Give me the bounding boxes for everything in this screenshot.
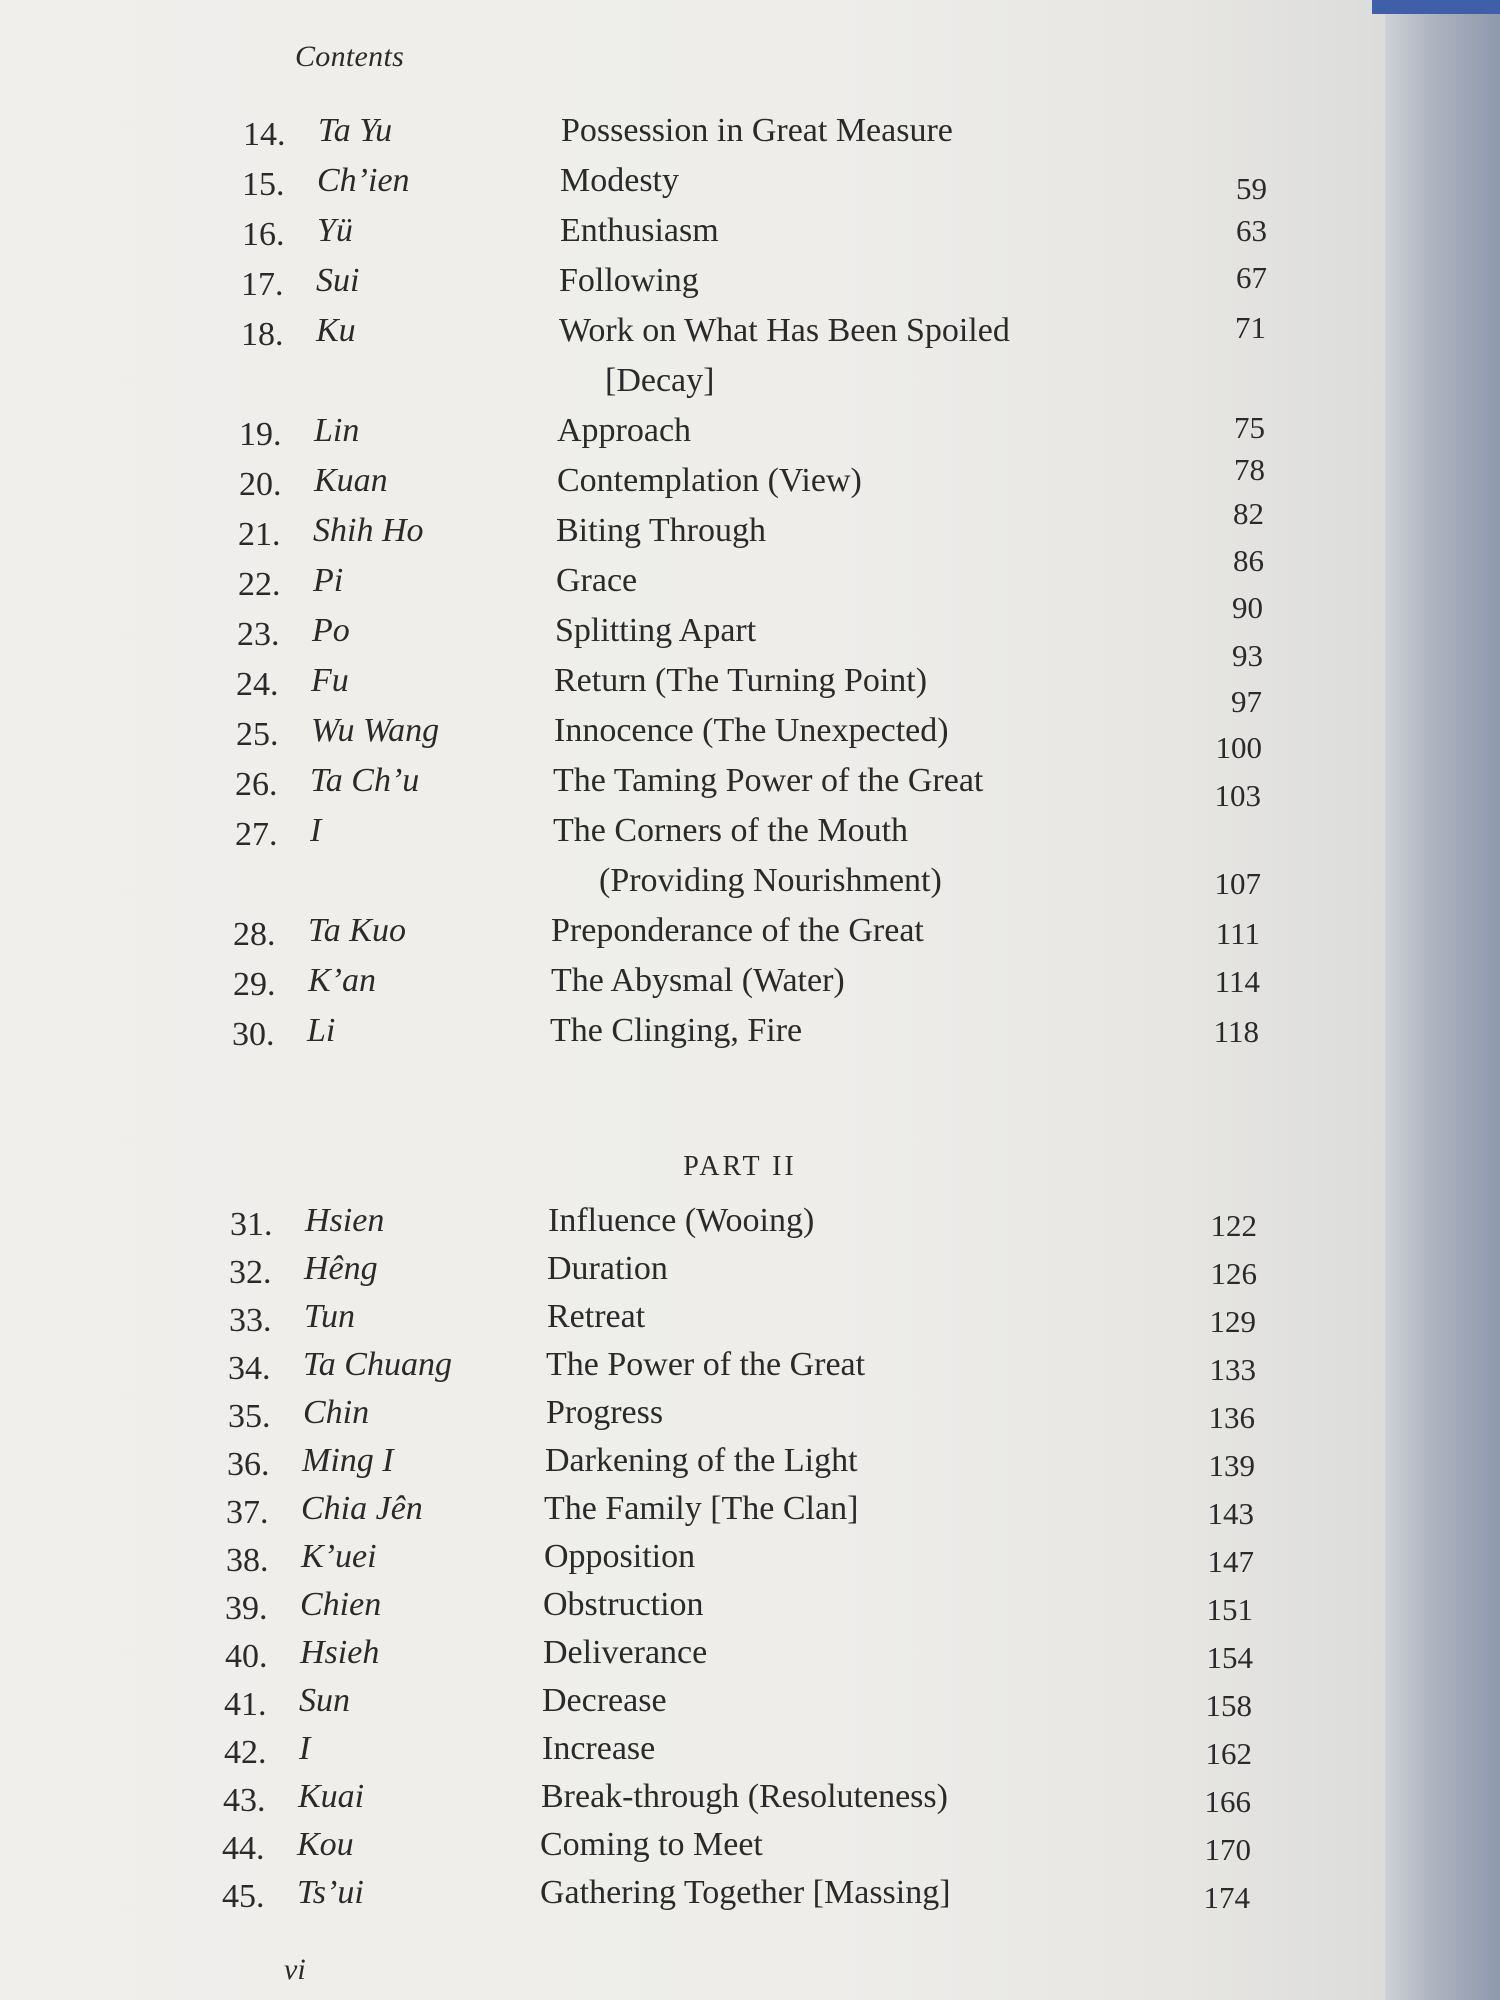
- hexagram-name: I: [310, 812, 322, 849]
- entry-number: 23.: [237, 616, 280, 653]
- entry-number: 17.: [241, 266, 284, 303]
- page-number: 129: [1209, 1304, 1256, 1339]
- hexagram-name: Ku: [316, 312, 356, 349]
- entry-number: 34.: [228, 1350, 271, 1387]
- page-number: 63: [1236, 213, 1267, 248]
- page-number: 114: [1214, 964, 1260, 999]
- page-number: 67: [1236, 260, 1267, 295]
- hexagram-title: Obstruction: [543, 1586, 704, 1623]
- book-edge: [1385, 0, 1500, 2000]
- entry-number: 20.: [239, 466, 282, 503]
- hexagram-name: Tun: [304, 1298, 356, 1335]
- hexagram-title: Enthusiasm: [560, 212, 719, 249]
- hexagram-title: Coming to Meet: [540, 1826, 763, 1863]
- hexagram-title: Return (The Turning Point): [554, 662, 928, 699]
- page-number: 75: [1234, 410, 1265, 445]
- hexagram-title: Gathering Together [Massing]: [540, 1874, 951, 1911]
- hexagram-title: Following: [559, 262, 699, 299]
- page-number: 154: [1206, 1640, 1253, 1675]
- hexagram-name: Ta Chuang: [303, 1346, 452, 1383]
- page-number: 162: [1205, 1736, 1252, 1771]
- page-number: 86: [1233, 543, 1264, 578]
- entry-number: 35.: [228, 1398, 271, 1435]
- hexagram-title: The Clinging, Fire: [550, 1012, 803, 1049]
- entry-number: 43.: [223, 1782, 266, 1819]
- hexagram-name: Kou: [297, 1826, 354, 1863]
- entry-number: 18.: [241, 316, 284, 353]
- hexagram-title: The Taming Power of the Great: [553, 762, 984, 799]
- hexagram-name: Pi: [313, 562, 344, 599]
- hexagram-title: Biting Through: [556, 512, 766, 549]
- page-number: 170: [1204, 1832, 1251, 1867]
- book-cover-corner: [1372, 0, 1500, 14]
- hexagram-title: Work on What Has Been Spoiled: [559, 312, 1010, 349]
- hexagram-name: Chia Jên: [301, 1490, 423, 1527]
- part-heading: [0, 1153, 1500, 1181]
- hexagram-title: The Power of the Great: [546, 1346, 866, 1383]
- hexagram-name: Fu: [311, 662, 349, 699]
- hexagram-name: Kuan: [314, 462, 388, 499]
- hexagram-title: Deliverance: [543, 1634, 708, 1671]
- entry-number: 29.: [233, 966, 276, 1003]
- entry-number: 37.: [226, 1494, 269, 1531]
- entry-number: 14.: [243, 116, 286, 153]
- page-number: 166: [1204, 1784, 1251, 1819]
- entry-number: 40.: [225, 1638, 268, 1675]
- page-number: 107: [1214, 866, 1261, 901]
- hexagram-name: I: [299, 1730, 311, 1767]
- entry-number: 32.: [229, 1254, 272, 1291]
- hexagram-title-continued: [Decay]: [605, 362, 715, 399]
- hexagram-name: K’uei: [301, 1538, 377, 1575]
- entry-number: 19.: [239, 416, 282, 453]
- hexagram-name: Hsieh: [300, 1634, 380, 1671]
- page-number: 78: [1234, 452, 1265, 487]
- entry-number: 24.: [236, 666, 279, 703]
- page-number: 143: [1207, 1496, 1254, 1531]
- page-number: 174: [1203, 1880, 1250, 1915]
- hexagram-title: Modesty: [560, 162, 679, 199]
- entry-number: 42.: [224, 1734, 267, 1771]
- hexagram-title: Darkening of the Light: [545, 1442, 858, 1479]
- hexagram-name: Ta Ch’u: [310, 762, 420, 799]
- hexagram-name: Yü: [317, 212, 353, 249]
- entry-number: 25.: [236, 716, 279, 753]
- hexagram-title: Splitting Apart: [555, 612, 757, 649]
- entry-number: 15.: [242, 166, 285, 203]
- entry-number: 22.: [238, 566, 281, 603]
- hexagram-title: The Abysmal (Water): [551, 962, 845, 999]
- entry-number: 27.: [235, 816, 278, 853]
- hexagram-title: The Corners of the Mouth: [553, 812, 909, 849]
- hexagram-name: K’an: [308, 962, 376, 999]
- hexagram-title: Contemplation (View): [557, 462, 862, 499]
- page-number: 158: [1205, 1688, 1252, 1723]
- page-number: 151: [1206, 1592, 1253, 1627]
- hexagram-name: Po: [312, 612, 350, 649]
- hexagram-title: Opposition: [544, 1538, 696, 1575]
- hexagram-name: Ch’ien: [317, 162, 410, 199]
- hexagram-name: Hsien: [305, 1202, 385, 1239]
- entry-number: 28.: [233, 916, 276, 953]
- hexagram-title: Decrease: [542, 1682, 667, 1719]
- page-number: 147: [1207, 1544, 1254, 1579]
- hexagram-title: Duration: [547, 1250, 668, 1287]
- hexagram-title: Preponderance of the Great: [551, 912, 924, 949]
- entry-number: 21.: [238, 516, 281, 553]
- page-number: 122: [1210, 1208, 1257, 1243]
- entry-number: 16.: [242, 216, 285, 253]
- hexagram-name: Kuai: [298, 1778, 365, 1815]
- entry-number: 33.: [229, 1302, 272, 1339]
- hexagram-name: Ta Yu: [318, 112, 393, 149]
- page-folio: vi: [284, 1953, 306, 1986]
- hexagram-title: Possession in Great Measure: [561, 112, 953, 149]
- hexagram-title: Progress: [546, 1394, 664, 1431]
- hexagram-title: Grace: [556, 562, 638, 599]
- entry-number: 45.: [222, 1878, 265, 1915]
- page-number: 103: [1214, 778, 1261, 813]
- page-number: 126: [1210, 1256, 1257, 1291]
- hexagram-name: Li: [307, 1012, 336, 1049]
- entry-number: 44.: [222, 1830, 265, 1867]
- page-number: 111: [1215, 916, 1260, 951]
- hexagram-name: Ming I: [302, 1442, 394, 1479]
- hexagram-title: The Family [The Clan]: [544, 1490, 859, 1527]
- hexagram-name: Sui: [316, 262, 360, 299]
- hexagram-name: Wu Wang: [311, 712, 440, 749]
- hexagram-name: Sun: [299, 1682, 350, 1719]
- hexagram-title: Influence (Wooing): [548, 1202, 815, 1239]
- entry-number: 38.: [226, 1542, 269, 1579]
- entry-number: 36.: [227, 1446, 270, 1483]
- hexagram-title: Increase: [542, 1730, 656, 1767]
- page-number: 139: [1208, 1448, 1255, 1483]
- entry-number: 39.: [225, 1590, 268, 1627]
- hexagram-name: Ta Kuo: [308, 912, 406, 949]
- page-number: 97: [1231, 684, 1262, 719]
- entry-number: 30.: [232, 1016, 275, 1053]
- entry-number: 41.: [224, 1686, 267, 1723]
- hexagram-name: Hêng: [304, 1250, 378, 1287]
- hexagram-title: Retreat: [547, 1298, 646, 1335]
- hexagram-title: Approach: [557, 412, 692, 449]
- entry-number: 31.: [230, 1206, 273, 1243]
- page-number: 90: [1232, 590, 1263, 625]
- hexagram-name: Chin: [303, 1394, 370, 1431]
- page-number: 59: [1236, 171, 1267, 206]
- entry-number: 26.: [235, 766, 278, 803]
- page-number: 93: [1232, 638, 1263, 673]
- part-heading-label: PART II: [683, 1151, 797, 1182]
- running-header: Contents: [295, 40, 405, 73]
- page-number: 133: [1209, 1352, 1256, 1387]
- hexagram-name: Ts’ui: [297, 1874, 364, 1911]
- hexagram-title: Break-through (Resoluteness): [541, 1778, 948, 1815]
- hexagram-title: Innocence (The Unexpected): [554, 712, 949, 749]
- page-number: 100: [1215, 730, 1262, 765]
- hexagram-name: Chien: [300, 1586, 382, 1623]
- page-number: 118: [1213, 1014, 1259, 1049]
- hexagram-title-continued: (Providing Nourishment): [599, 862, 942, 899]
- page-number: 82: [1233, 496, 1264, 531]
- page-number: 136: [1208, 1400, 1255, 1435]
- page-number: 71: [1235, 310, 1266, 345]
- hexagram-name: Lin: [314, 412, 360, 449]
- hexagram-name: Shih Ho: [313, 512, 424, 549]
